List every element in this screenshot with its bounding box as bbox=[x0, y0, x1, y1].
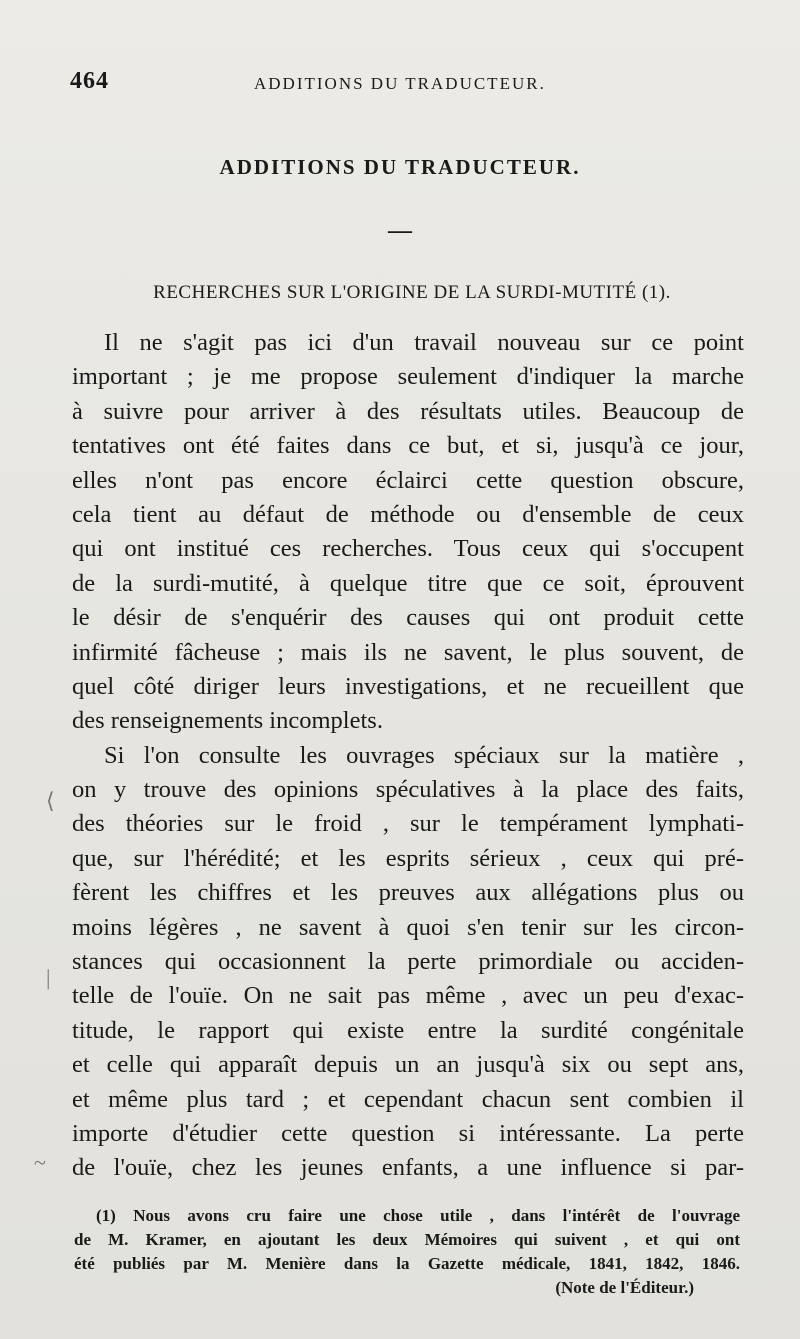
body-line: tentatives ont été faites dans ce but, et si, jusqu'à ce jour, bbox=[72, 432, 744, 460]
body-line: titude, le rapport qui existe entre la surdité congénitale bbox=[72, 1016, 744, 1044]
running-head: ADDITIONS DU TRADUCTEUR. bbox=[254, 74, 546, 93]
body-line: quel côté diriger leurs investigations, et ne recueillent que bbox=[72, 672, 744, 700]
body-line: fèrent les chiffres et les preuves aux allégations plus ou bbox=[72, 879, 744, 907]
margin-mark: ~ bbox=[34, 1150, 46, 1175]
body-line: importe d'étudier cette question si intéressante. La perte bbox=[72, 1119, 744, 1147]
body-line: le désir de s'enquérir des causes qui ont produit cette bbox=[72, 604, 744, 632]
body-text bbox=[72, 326, 744, 1186]
footnote-editor-note: (Note de l'Éditeur.) bbox=[555, 1278, 694, 1297]
margin-mark: ⟨ bbox=[46, 788, 55, 813]
margin-mark: | bbox=[46, 965, 51, 990]
body-line: moins légères , ne savent à quoi s'en tenir sur les circon- bbox=[72, 913, 744, 941]
body-line: elles n'ont pas encore éclairci cette question obscure, bbox=[72, 466, 744, 494]
body-line: on y trouve des opinions spéculatives à la place des faits, bbox=[72, 776, 744, 804]
body-line: stances qui occasionnent la perte primordiale ou acciden- bbox=[72, 948, 744, 976]
body-line: telle de l'ouïe. On ne sait pas même , avec un peu d'exac- bbox=[72, 982, 744, 1010]
footnote-line: de M. Kramer, en ajoutant les deux Mémoires qui suivent , et qui ont bbox=[74, 1230, 740, 1249]
footnote-line: été publiés par M. Menière dans la Gazette médicale, 1841, 1842, 1846. bbox=[74, 1254, 740, 1273]
body-line: de l'ouïe, chez les jeunes enfants, a une influence si par- bbox=[72, 1154, 744, 1182]
body-line: Il ne s'agit pas ici d'un travail nouveau sur ce point bbox=[104, 329, 744, 356]
body-line: de la surdi-mutité, à quelque titre que ce soit, éprouvent bbox=[72, 569, 744, 597]
section-title: ADDITIONS DU TRADUCTEUR. bbox=[219, 155, 581, 179]
section-separator: — bbox=[388, 218, 412, 244]
footnote-line: (1) Nous avons cru faire une chose utile , dans l'intérêt de l'ouvrage bbox=[96, 1206, 740, 1225]
page-number: 464 bbox=[70, 68, 109, 94]
article-title: RECHERCHES SUR L'ORIGINE DE LA SURDI-MUTITÉ (1). bbox=[153, 282, 671, 303]
body-line: et celle qui apparaît depuis un an jusqu'à six ou sept ans, bbox=[72, 1051, 744, 1079]
body-line: et même plus tard ; et cependant chacun sent combien il bbox=[72, 1085, 744, 1113]
body-line: que, sur l'hérédité; et les esprits sérieux , ceux qui pré- bbox=[72, 844, 744, 872]
page-header bbox=[70, 68, 750, 104]
body-line: qui ont institué ces recherches. Tous ceux qui s'occupent bbox=[72, 535, 744, 563]
body-line: des théories sur le froid , sur le tempérament lymphati- bbox=[72, 810, 744, 838]
body-line: des renseignements incomplets. bbox=[72, 707, 383, 735]
body-line: infirmité fâcheuse ; mais ils ne savent, le plus souvent, de bbox=[72, 638, 744, 666]
body-line: cela tient au défaut de méthode ou d'ensemble de ceux bbox=[72, 500, 744, 528]
body-line: à suivre pour arriver à des résultats utiles. Beaucoup de bbox=[72, 397, 744, 425]
footnote bbox=[74, 1204, 740, 1300]
body-line: important ; je me propose seulement d'indiquer la marche bbox=[72, 363, 744, 391]
body-line: Si l'on consulte les ouvrages spéciaux sur la matière , bbox=[104, 741, 744, 769]
